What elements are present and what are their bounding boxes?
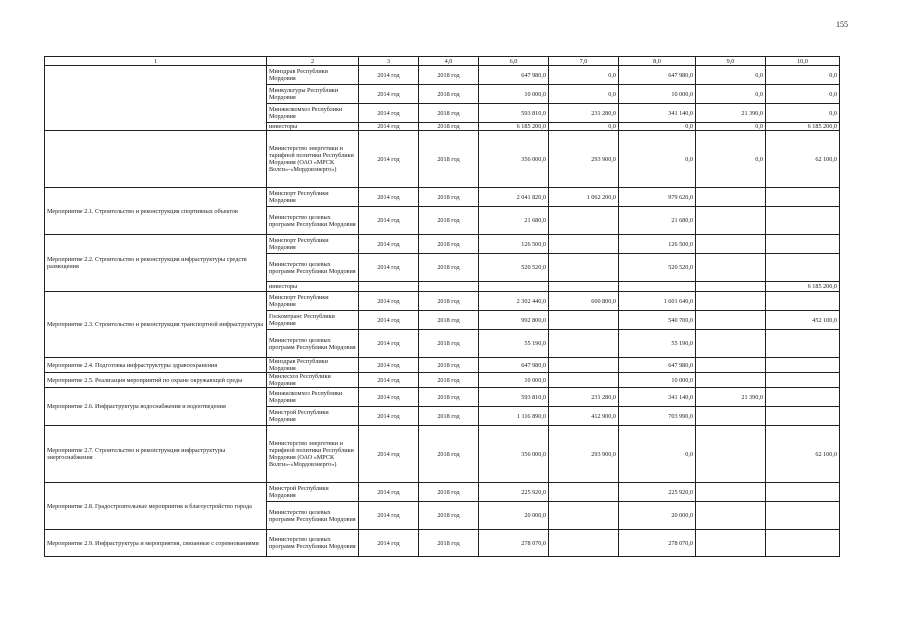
amount-regional-cell: 647 980,0 xyxy=(619,358,696,373)
amount-federal-cell: 412 900,0 xyxy=(549,407,619,426)
executor-cell: инвесторы xyxy=(267,123,359,131)
end-year-cell: 2018 год xyxy=(419,235,479,254)
executor-cell: Министерство целевых программ Республики Мордовия xyxy=(267,207,359,235)
budget-table xyxy=(44,56,840,557)
start-year-cell: 2014 год xyxy=(359,502,419,530)
amount-federal-cell: 231 280,0 xyxy=(549,388,619,407)
amount-extrabudget-cell: 6 185 200,0 xyxy=(766,123,840,131)
start-year-cell: 2014 год xyxy=(359,85,419,104)
amount-municipal-cell xyxy=(696,407,766,426)
table-row xyxy=(45,235,840,254)
executor-cell: Минжилкомхоз Республики Мордовия xyxy=(267,104,359,123)
table-row xyxy=(45,358,840,373)
amount-municipal-cell xyxy=(696,330,766,358)
executor-cell: Госкомтранс Республики Мордовия xyxy=(267,311,359,330)
amount-federal-cell xyxy=(549,254,619,282)
amount-total-cell: 126 500,0 xyxy=(479,235,549,254)
amount-regional-cell: 341 140,0 xyxy=(619,388,696,407)
executor-cell: Минстрой Республики Мордовия xyxy=(267,483,359,502)
amount-extrabudget-cell xyxy=(766,502,840,530)
start-year-cell: 2014 год xyxy=(359,104,419,123)
end-year-cell: 2018 год xyxy=(419,483,479,502)
end-year-cell: 2018 год xyxy=(419,330,479,358)
event-cell xyxy=(45,66,267,131)
table-row xyxy=(45,388,840,407)
amount-regional-cell: 520 520,0 xyxy=(619,254,696,282)
executor-cell: инвесторы xyxy=(267,282,359,292)
amount-extrabudget-cell: 6 185 200,0 xyxy=(766,282,840,292)
executor-cell: Министерство энергетики и тарифной политики Республики Мордовия (ОАО «МРСК Волги»-«Мордовэнерго») xyxy=(267,131,359,188)
amount-regional-cell: 21 680,0 xyxy=(619,207,696,235)
amount-regional-cell: 979 620,0 xyxy=(619,188,696,207)
start-year-cell: 2014 год xyxy=(359,407,419,426)
column-header: 9,0 xyxy=(696,57,766,66)
amount-municipal-cell xyxy=(696,530,766,557)
end-year-cell xyxy=(419,282,479,292)
amount-municipal-cell: 0,0 xyxy=(696,66,766,85)
executor-cell: Минжилкомхоз Республики Мордовия xyxy=(267,388,359,407)
amount-extrabudget-cell xyxy=(766,235,840,254)
end-year-cell: 2018 год xyxy=(419,530,479,557)
amount-federal-cell: 600 800,0 xyxy=(549,292,619,311)
amount-total-cell: 356 000,0 xyxy=(479,426,549,483)
start-year-cell: 2014 год xyxy=(359,426,419,483)
executor-cell: Минстрой Республики Мордовия xyxy=(267,407,359,426)
amount-extrabudget-cell xyxy=(766,483,840,502)
amount-federal-cell: 0,0 xyxy=(549,85,619,104)
amount-municipal-cell xyxy=(696,426,766,483)
end-year-cell: 2018 год xyxy=(419,104,479,123)
amount-federal-cell xyxy=(549,358,619,373)
amount-municipal-cell: 0,0 xyxy=(696,123,766,131)
start-year-cell: 2014 год xyxy=(359,254,419,282)
end-year-cell: 2018 год xyxy=(419,407,479,426)
amount-total-cell: 647 980,0 xyxy=(479,358,549,373)
amount-regional-cell: 341 140,0 xyxy=(619,104,696,123)
start-year-cell: 2014 год xyxy=(359,188,419,207)
amount-extrabudget-cell xyxy=(766,373,840,388)
amount-federal-cell xyxy=(549,502,619,530)
amount-extrabudget-cell: 0,0 xyxy=(766,104,840,123)
start-year-cell: 2014 год xyxy=(359,530,419,557)
amount-federal-cell: 0,0 xyxy=(549,123,619,131)
column-header: 1 xyxy=(45,57,267,66)
end-year-cell: 2018 год xyxy=(419,311,479,330)
amount-municipal-cell xyxy=(696,207,766,235)
executor-cell: Министерство целевых программ Республики Мордовия xyxy=(267,502,359,530)
amount-federal-cell xyxy=(549,373,619,388)
amount-extrabudget-cell xyxy=(766,330,840,358)
amount-regional-cell xyxy=(619,282,696,292)
amount-extrabudget-cell xyxy=(766,407,840,426)
end-year-cell: 2018 год xyxy=(419,358,479,373)
amount-regional-cell: 225 920,0 xyxy=(619,483,696,502)
table-row xyxy=(45,131,840,188)
amount-municipal-cell: 21 390,0 xyxy=(696,104,766,123)
amount-total-cell: 647 980,0 xyxy=(479,66,549,85)
amount-regional-cell: 647 980,0 xyxy=(619,66,696,85)
end-year-cell: 2018 год xyxy=(419,373,479,388)
column-header: 3 xyxy=(359,57,419,66)
amount-municipal-cell xyxy=(696,311,766,330)
amount-total-cell: 593 810,0 xyxy=(479,104,549,123)
amount-federal-cell: 293 900,0 xyxy=(549,426,619,483)
amount-municipal-cell: 0,0 xyxy=(696,131,766,188)
amount-extrabudget-cell: 62 100,0 xyxy=(766,131,840,188)
start-year-cell: 2014 год xyxy=(359,311,419,330)
amount-federal-cell: 0,0 xyxy=(549,66,619,85)
executor-cell: Минспорт Республики Мордовия xyxy=(267,188,359,207)
amount-federal-cell xyxy=(549,530,619,557)
executor-cell: Минздрав Республики Мордовия xyxy=(267,66,359,85)
column-number-row xyxy=(45,57,840,66)
amount-regional-cell: 126 500,0 xyxy=(619,235,696,254)
executor-cell: Минспорт Республики Мордовия xyxy=(267,235,359,254)
amount-extrabudget-cell: 0,0 xyxy=(766,66,840,85)
executor-cell: Минспорт Республики Мордовия xyxy=(267,292,359,311)
executor-cell: Министерство энергетики и тарифной политики Республики Мордовия (ОАО «МРСК Волги»-«Мордовэнерго») xyxy=(267,426,359,483)
table-row xyxy=(45,426,840,483)
amount-municipal-cell xyxy=(696,292,766,311)
end-year-cell: 2018 год xyxy=(419,85,479,104)
end-year-cell: 2018 год xyxy=(419,502,479,530)
amount-regional-cell: 10 000,0 xyxy=(619,373,696,388)
end-year-cell: 2018 год xyxy=(419,188,479,207)
amount-extrabudget-cell: 0,0 xyxy=(766,85,840,104)
event-cell: Мероприятие 2.8. Градостроительные мероприятия и благоустройство города xyxy=(45,483,267,530)
event-cell: Мероприятие 2.1. Строительство и реконструкция спортивных объектов xyxy=(45,188,267,235)
column-header: 8,0 xyxy=(619,57,696,66)
amount-regional-cell: 0,0 xyxy=(619,426,696,483)
event-cell: Мероприятие 2.9. Инфраструктура и мероприятия, связанные с соревнованиями xyxy=(45,530,267,557)
amount-federal-cell: 1 062 200,0 xyxy=(549,188,619,207)
amount-extrabudget-cell xyxy=(766,207,840,235)
start-year-cell xyxy=(359,282,419,292)
amount-total-cell: 20 000,0 xyxy=(479,502,549,530)
amount-municipal-cell: 21 390,0 xyxy=(696,388,766,407)
table-body xyxy=(45,66,840,557)
amount-municipal-cell xyxy=(696,254,766,282)
amount-total-cell: 992 800,0 xyxy=(479,311,549,330)
amount-municipal-cell xyxy=(696,373,766,388)
end-year-cell: 2018 год xyxy=(419,426,479,483)
start-year-cell: 2014 год xyxy=(359,358,419,373)
end-year-cell: 2018 год xyxy=(419,123,479,131)
end-year-cell: 2018 год xyxy=(419,254,479,282)
amount-total-cell: 2 302 440,0 xyxy=(479,292,549,311)
amount-municipal-cell: 0,0 xyxy=(696,85,766,104)
amount-total-cell: 10 000,0 xyxy=(479,373,549,388)
amount-regional-cell: 540 700,0 xyxy=(619,311,696,330)
executor-cell: Минздрав Республики Мордовия xyxy=(267,358,359,373)
start-year-cell: 2014 год xyxy=(359,330,419,358)
column-header: 10,0 xyxy=(766,57,840,66)
executor-cell: Министерство целевых программ Республики Мордовия xyxy=(267,254,359,282)
amount-extrabudget-cell xyxy=(766,188,840,207)
amount-federal-cell xyxy=(549,311,619,330)
amount-federal-cell xyxy=(549,235,619,254)
amount-municipal-cell xyxy=(696,502,766,530)
event-cell: Мероприятие 2.5. Реализация мероприятий по охране окружающей среды xyxy=(45,373,267,388)
page-number: 155 xyxy=(836,20,848,29)
end-year-cell: 2018 год xyxy=(419,66,479,85)
start-year-cell: 2014 год xyxy=(359,123,419,131)
table-row xyxy=(45,373,840,388)
table-row xyxy=(45,292,840,311)
amount-federal-cell xyxy=(549,207,619,235)
amount-extrabudget-cell: 62 100,0 xyxy=(766,426,840,483)
amount-federal-cell xyxy=(549,483,619,502)
amount-extrabudget-cell: 452 100,0 xyxy=(766,311,840,330)
amount-total-cell: 356 000,0 xyxy=(479,131,549,188)
start-year-cell: 2014 год xyxy=(359,292,419,311)
amount-regional-cell: 0,0 xyxy=(619,123,696,131)
amount-total-cell: 10 000,0 xyxy=(479,85,549,104)
column-header: 7,0 xyxy=(549,57,619,66)
amount-extrabudget-cell xyxy=(766,530,840,557)
amount-total-cell: 593 810,0 xyxy=(479,388,549,407)
amount-total-cell: 55 190,0 xyxy=(479,330,549,358)
start-year-cell: 2014 год xyxy=(359,131,419,188)
amount-total-cell: 21 680,0 xyxy=(479,207,549,235)
amount-regional-cell: 55 190,0 xyxy=(619,330,696,358)
start-year-cell: 2014 год xyxy=(359,483,419,502)
amount-regional-cell: 20 000,0 xyxy=(619,502,696,530)
event-cell: Мероприятие 2.7. Строительство и реконструкция инфраструктуры энергоснабжения xyxy=(45,426,267,483)
executor-cell: Минлесхоз Республики Мордовия xyxy=(267,373,359,388)
table-row xyxy=(45,188,840,207)
event-cell: Мероприятие 2.4. Подготовка инфраструктуры здравоохранения xyxy=(45,358,267,373)
event-cell: Мероприятие 2.3. Строительство и реконструкция транспортной инфраструктуры xyxy=(45,292,267,358)
executor-cell: Министерство целевых программ Республики Мордовия xyxy=(267,330,359,358)
column-header: 4,0 xyxy=(419,57,479,66)
event-cell: Мероприятие 2.6. Инфраструктура водоснабжения и водоотведения xyxy=(45,388,267,426)
amount-total-cell: 2 041 820,0 xyxy=(479,188,549,207)
end-year-cell: 2018 год xyxy=(419,207,479,235)
amount-municipal-cell xyxy=(696,188,766,207)
amount-municipal-cell xyxy=(696,483,766,502)
executor-cell: Министерство целевых программ Республики Мордовия xyxy=(267,530,359,557)
end-year-cell: 2018 год xyxy=(419,388,479,407)
table-row xyxy=(45,66,840,85)
amount-federal-cell: 293 900,0 xyxy=(549,131,619,188)
event-cell: Мероприятие 2.2. Строительство и реконструкция инфраструктуры средств размещения xyxy=(45,235,267,292)
amount-total-cell xyxy=(479,282,549,292)
column-header: 2 xyxy=(267,57,359,66)
amount-extrabudget-cell xyxy=(766,358,840,373)
end-year-cell: 2018 год xyxy=(419,292,479,311)
amount-extrabudget-cell xyxy=(766,254,840,282)
start-year-cell: 2014 год xyxy=(359,235,419,254)
amount-federal-cell: 231 280,0 xyxy=(549,104,619,123)
table-row xyxy=(45,483,840,502)
amount-total-cell: 1 116 890,0 xyxy=(479,407,549,426)
start-year-cell: 2014 год xyxy=(359,388,419,407)
amount-federal-cell xyxy=(549,282,619,292)
amount-total-cell: 278 070,0 xyxy=(479,530,549,557)
amount-municipal-cell xyxy=(696,358,766,373)
amount-municipal-cell xyxy=(696,282,766,292)
column-header: 6,0 xyxy=(479,57,549,66)
amount-extrabudget-cell xyxy=(766,388,840,407)
start-year-cell: 2014 год xyxy=(359,66,419,85)
amount-regional-cell: 703 990,0 xyxy=(619,407,696,426)
amount-regional-cell: 10 000,0 xyxy=(619,85,696,104)
amount-total-cell: 520 520,0 xyxy=(479,254,549,282)
amount-total-cell: 6 185 200,0 xyxy=(479,123,549,131)
start-year-cell: 2014 год xyxy=(359,207,419,235)
amount-federal-cell xyxy=(549,330,619,358)
amount-regional-cell: 0,0 xyxy=(619,131,696,188)
end-year-cell: 2018 год xyxy=(419,131,479,188)
event-cell xyxy=(45,131,267,188)
amount-extrabudget-cell xyxy=(766,292,840,311)
table-row xyxy=(45,530,840,557)
start-year-cell: 2014 год xyxy=(359,373,419,388)
amount-regional-cell: 278 070,0 xyxy=(619,530,696,557)
amount-regional-cell: 1 601 640,0 xyxy=(619,292,696,311)
executor-cell: Минкультуры Республики Мордовия xyxy=(267,85,359,104)
amount-municipal-cell xyxy=(696,235,766,254)
amount-total-cell: 225 920,0 xyxy=(479,483,549,502)
